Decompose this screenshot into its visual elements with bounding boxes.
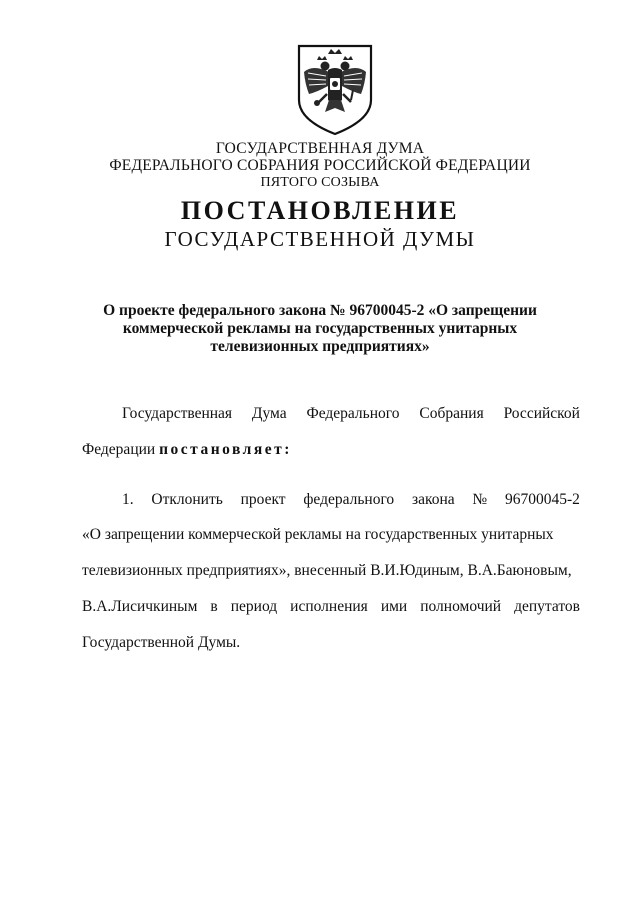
item-1-word: депутатов: [514, 598, 580, 615]
item-1-word: федерального: [303, 491, 395, 508]
item-1-line-5: Государственной Думы.: [82, 634, 241, 651]
item-1-word: исполнения: [290, 598, 368, 615]
document-type: ПОСТАНОВЛЕНИЕ: [180, 196, 460, 225]
item-1-word: полномочий: [420, 598, 502, 615]
item-1-word: закона: [411, 491, 455, 508]
item-1-word: В.А.Лисичкиным: [82, 598, 198, 615]
item-1-word: в: [210, 598, 218, 615]
preamble-line-2: [82, 441, 292, 459]
item-1-word: 96700045-2: [505, 491, 580, 508]
issuer-line-2: ФЕДЕРАЛЬНОГО СОБРАНИЯ РОССИЙСКОЙ ФЕДЕРАЦИИ: [109, 157, 531, 174]
item-1-line-2: «О запрещении коммерческой рекламы на государственных унитарных: [82, 526, 554, 543]
subject-line-2: коммерческой рекламы на государственных унитарных: [122, 320, 518, 337]
item-1-line-4: [82, 598, 580, 616]
item-1-word: проект: [240, 491, 286, 508]
item-1-line-1: [122, 491, 580, 509]
preamble-text: Федерации: [82, 441, 160, 458]
decree-word: постановляет:: [159, 441, 292, 458]
coat-of-arms-icon: [295, 42, 375, 136]
preamble-word: Государственная: [122, 405, 233, 422]
issuer-line-1: ГОСУДАРСТВЕННАЯ ДУМА: [215, 140, 425, 157]
issuer-line-3: ПЯТОГО СОЗЫВА: [260, 175, 380, 190]
subject-line-1: О проекте федерального закона № 96700045-2 «О запрещении: [103, 302, 537, 319]
preamble-word: Федерального: [306, 405, 400, 422]
item-1-word: период: [230, 598, 278, 615]
item-1-word: 1.: [122, 491, 134, 508]
subject-line-3: телевизионных предприятиях»: [210, 338, 430, 355]
preamble-line-1: [122, 405, 580, 423]
item-1-line-3: телевизионных предприятиях», внесенный В.И.Юдиным, В.А.Баюновым,: [82, 562, 572, 579]
item-1-word: ими: [380, 598, 408, 615]
issuing-body: ГОСУДАРСТВЕННОЙ ДУМЫ: [164, 227, 476, 251]
preamble-word: Собрания: [419, 405, 484, 422]
preamble-word: Российской: [503, 405, 580, 422]
item-1-word: Отклонить: [151, 491, 223, 508]
item-1-word: №: [472, 491, 488, 508]
preamble-word: Дума: [251, 405, 287, 422]
